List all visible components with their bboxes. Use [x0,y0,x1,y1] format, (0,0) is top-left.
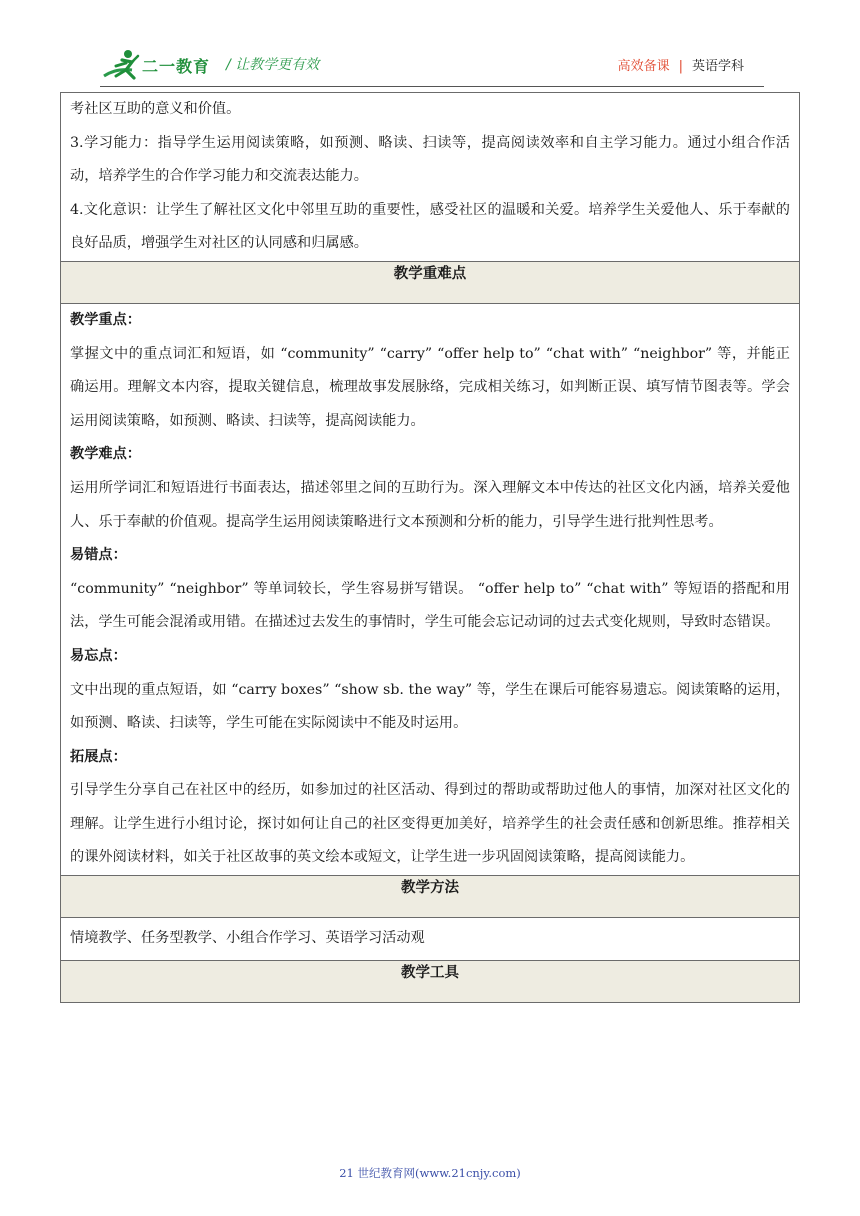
key-points-cell [61,303,800,875]
objectives-row [61,93,800,262]
error-prone-label: 易错点： [70,547,127,564]
header-separator: | [678,59,683,74]
methods-heading: 教学方法 [61,876,800,918]
objectives-line-learning: 3.学习能力：指导学生运用阅读策略，如预测、略读、扫读等，提高阅读效率和自主学习能力。通过小组合作活动，培养学生的合作学习能力和交流表达能力。 [70,134,790,185]
lesson-plan-table [60,92,800,1003]
methods-row [61,918,800,961]
difficulty-label: 教学难点： [70,446,141,463]
easy-forget-label: 易忘点： [70,647,127,664]
methods-heading-row [61,876,800,918]
header-label-subject: 英语学科 [691,59,744,74]
difficulty-text: 运用所学词汇和短语进行书面表达，描述邻里之间的互助行为。深入理解文本中传达的社区文化内涵，培养关爱他人、乐于奉献的价值观。提高学生运用阅读策略进行文本预测和分析的能力，引导学生进行批判性思考。 [70,479,790,530]
extension-text: 引导学生分享自己在社区中的经历，如参加过的社区活动、得到过的帮助或帮助过他人的事情，加深对社区文化的理解。让学生进行小组讨论，探讨如何让自己的社区变得更加美好，培养学生的社会责任感和创新思维。推荐相关的课外阅读材料，如关于社区故事的英文绘本或短文，让学生进一步巩固阅读策略，提高阅读能力。 [70,782,790,866]
extension-label: 拓展点： [70,748,127,765]
tools-heading-row [61,960,800,1002]
focus-label: 教学重点： [70,311,141,328]
key-points-heading: 教学重难点 [61,261,800,303]
header-subject [618,55,744,74]
objectives-cell [61,93,800,262]
header-slogan: / 让教学更有效 [226,57,320,73]
key-points-row [61,303,800,875]
header-label-prep: 高效备课 [617,59,670,74]
focus-text: 掌握文中的重点词汇和短语，如 “community” “carry” “offer help to” “chat with” “neighbor” 等，并能正确运用。理解文本内容，提取关键信息，梳理故事发展脉络，完成相关练习，如判断正误、填写情节图表等。学会运用阅读策略，如预测、略读、扫读等，提高阅读能力。 [70,345,790,429]
methods-text: 情境教学、任务型教学、小组合作学习、英语学习活动观 [61,918,800,961]
logo-text: 二一教育 [142,57,211,76]
header-divider [100,86,764,87]
key-points-heading-row [61,261,800,303]
page-header [0,0,860,92]
tools-heading: 教学工具 [61,960,800,1002]
objectives-line-1: 考社区互助的意义和价值。 [70,101,241,117]
easy-forget-text: 文中出现的重点短语，如 “carry boxes” “show sb. the way” 等，学生在课后可能容易遗忘。阅读策略的运用，如预测、略读、扫读等，学生可能在实际阅读中不能及时运用。 [70,681,790,732]
page-footer: 21 世纪教育网(www.21cnjy.com) [339,1166,521,1180]
error-prone-text: “community” “neighbor” 等单词较长，学生容易拼写错误。 “offer help to” “chat with” 等短语的搭配和用法，学生可能会混淆或用错。在描述过去发生的事情时，学生可能会忘记动词的过去式变化规则，导致时态错误。 [70,580,790,631]
objectives-line-culture: 4.文化意识：让学生了解社区文化中邻里互助的重要性，感受社区的温暖和关爱。培养学生关爱他人、乐于奉献的良好品质，增强学生对社区的认同感和归属感。 [70,201,790,252]
